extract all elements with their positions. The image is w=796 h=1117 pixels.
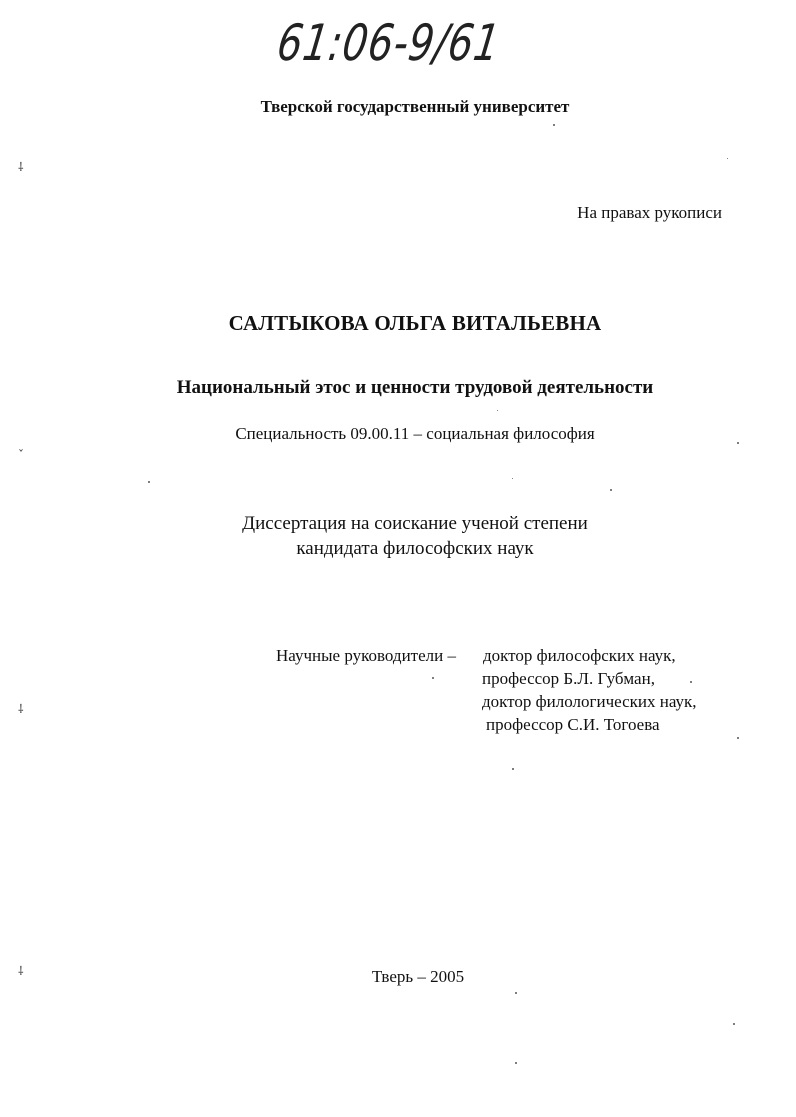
handwritten-catalog-number: 61:06-9/61 — [273, 14, 504, 72]
scan-speck — [148, 481, 150, 483]
specialty-line: Специальность 09.00.11 – социальная философия — [235, 424, 595, 443]
scan-speck — [610, 489, 612, 491]
degree-statement — [0, 511, 796, 561]
supervisor-line: профессор Б.Л. Губман, — [482, 669, 655, 688]
manuscript-rights-note: На правах рукописи — [577, 203, 722, 222]
scan-margin-mark: ⸸ — [18, 160, 24, 174]
city-and-year: Тверь – 2005 — [371, 967, 465, 986]
scan-margin-mark: ˇ — [18, 448, 24, 462]
supervisor-line: профессор С.И. Тогоева — [486, 715, 660, 734]
university-name: Тверской государственный университет — [260, 97, 570, 116]
degree-statement-line-2: кандидата философских наук — [296, 538, 534, 559]
supervisor-line: доктор философских наук, — [483, 646, 676, 665]
scan-speck — [497, 410, 498, 411]
scan-speck — [432, 677, 434, 679]
scan-speck — [512, 478, 513, 479]
scan-speck — [737, 737, 739, 739]
scan-speck — [727, 158, 728, 159]
scan-speck — [733, 1023, 735, 1025]
scan-speck — [515, 1062, 517, 1064]
scan-speck — [690, 681, 692, 683]
scan-margin-mark: ⸸ — [18, 964, 24, 978]
degree-statement-line-1: Диссертация на соискание ученой степени — [242, 513, 588, 534]
dissertation-title: Национальный этос и ценности трудовой деятельности — [176, 377, 654, 398]
scan-speck — [737, 442, 739, 444]
supervisor-line: доктор филологических наук, — [482, 692, 697, 711]
supervisors-label: Научные руководители – — [276, 646, 456, 665]
scan-speck — [553, 124, 555, 126]
scan-speck — [512, 768, 514, 770]
scan-margin-mark: ⸸ — [18, 702, 24, 716]
author-name: САЛТЫКОВА ОЛЬГА ВИТАЛЬЕВНА — [228, 311, 602, 335]
scan-speck — [515, 992, 517, 994]
